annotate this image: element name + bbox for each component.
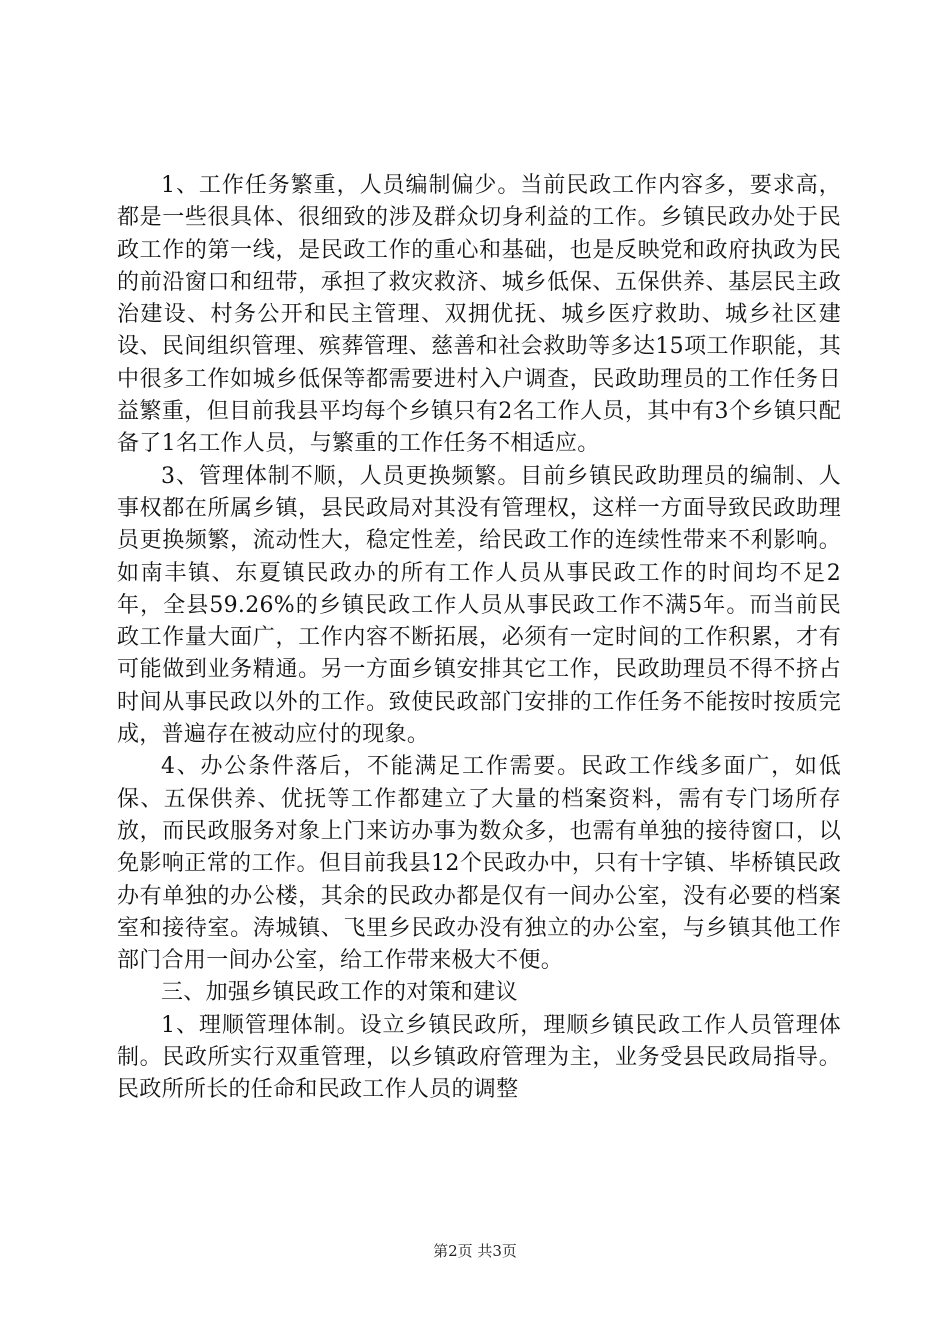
paragraph-office-conditions: 4、办公条件落后，不能满足工作需要。民政工作线多面广，如低保、五保供养、优抚等工作都建立了大量的档案资料，需有专门场所存放，而民政服务对象上门来访办事为数众多，也需有单独的接待窗口，以免影响正常的工作。但目前我县12个民政办中，只有十字镇、毕桥镇民政办有单独的办公楼，其余的民政办都是仅有一间办公室，没有必要的档案室和接待室。涛城镇、飞里乡民政办没有独立的办公室，与乡镇其他工作部门合用一间办公室，给工作带来极大不便。 (117, 754, 841, 974)
section-heading: 三、加强乡镇民政工作的对策和建议 (161, 980, 518, 1006)
paragraph-recommendation: 1、理顺管理体制。设立乡镇民政所，理顺乡镇民政工作人员管理体制。民政所实行双重管理，以乡镇政府管理为主，业务受县民政局指导。民政所所长的任命和民政工作人员的调整 (117, 1012, 841, 1103)
document-body (117, 170, 841, 1107)
page-footer: 第2页 共3页 (433, 1242, 517, 1260)
paragraph-management: 3、管理体制不顺，人员更换频繁。目前乡镇民政助理员的编制、人事权都在所属乡镇，县民政局对其没有管理权，这样一方面导致民政助理员更换频繁，流动性大，稳定性差，给民政工作的连续性带来不利影响。如南丰镇、东夏镇民政办的所有工作人员从事民政工作的时间均不足2年，全县59.26%的乡镇民政工作人员从事民政工作不满5年。而当前民政工作量大面广，工作内容不断拓展，必须有一定时间的工作积累，才有可能做到业务精通。另一方面乡镇安排其它工作，民政助理员不得不挤占时间从事民政以外的工作。致使民政部门安排的工作任务不能按时按质完成，普遍存在被动应付的现象。 (117, 463, 841, 748)
paragraph-workload: 1、工作任务繁重，人员编制偏少。当前民政工作内容多，要求高，都是一些很具体、很细致的涉及群众切身利益的工作。乡镇民政办处于民政工作的第一线，是民政工作的重心和基础，也是反映党和政府执政为民的前沿窗口和纽带，承担了救灾救济、城乡低保、五保供养、基层民主政治建设、村务公开和民主管理、双拥优抚、城乡医疗救助、城乡社区建设、民间组织管理、殡葬管理、慈善和社会救助等多达15项工作职能，其中很多工作如城乡低保等都需要进村入户调查，民政助理员的工作任务日益繁重，但目前我县平均每个乡镇只有2名工作人员，其中有3个乡镇只配备了1名工作人员，与繁重的工作任务不相适应。 (117, 173, 841, 457)
